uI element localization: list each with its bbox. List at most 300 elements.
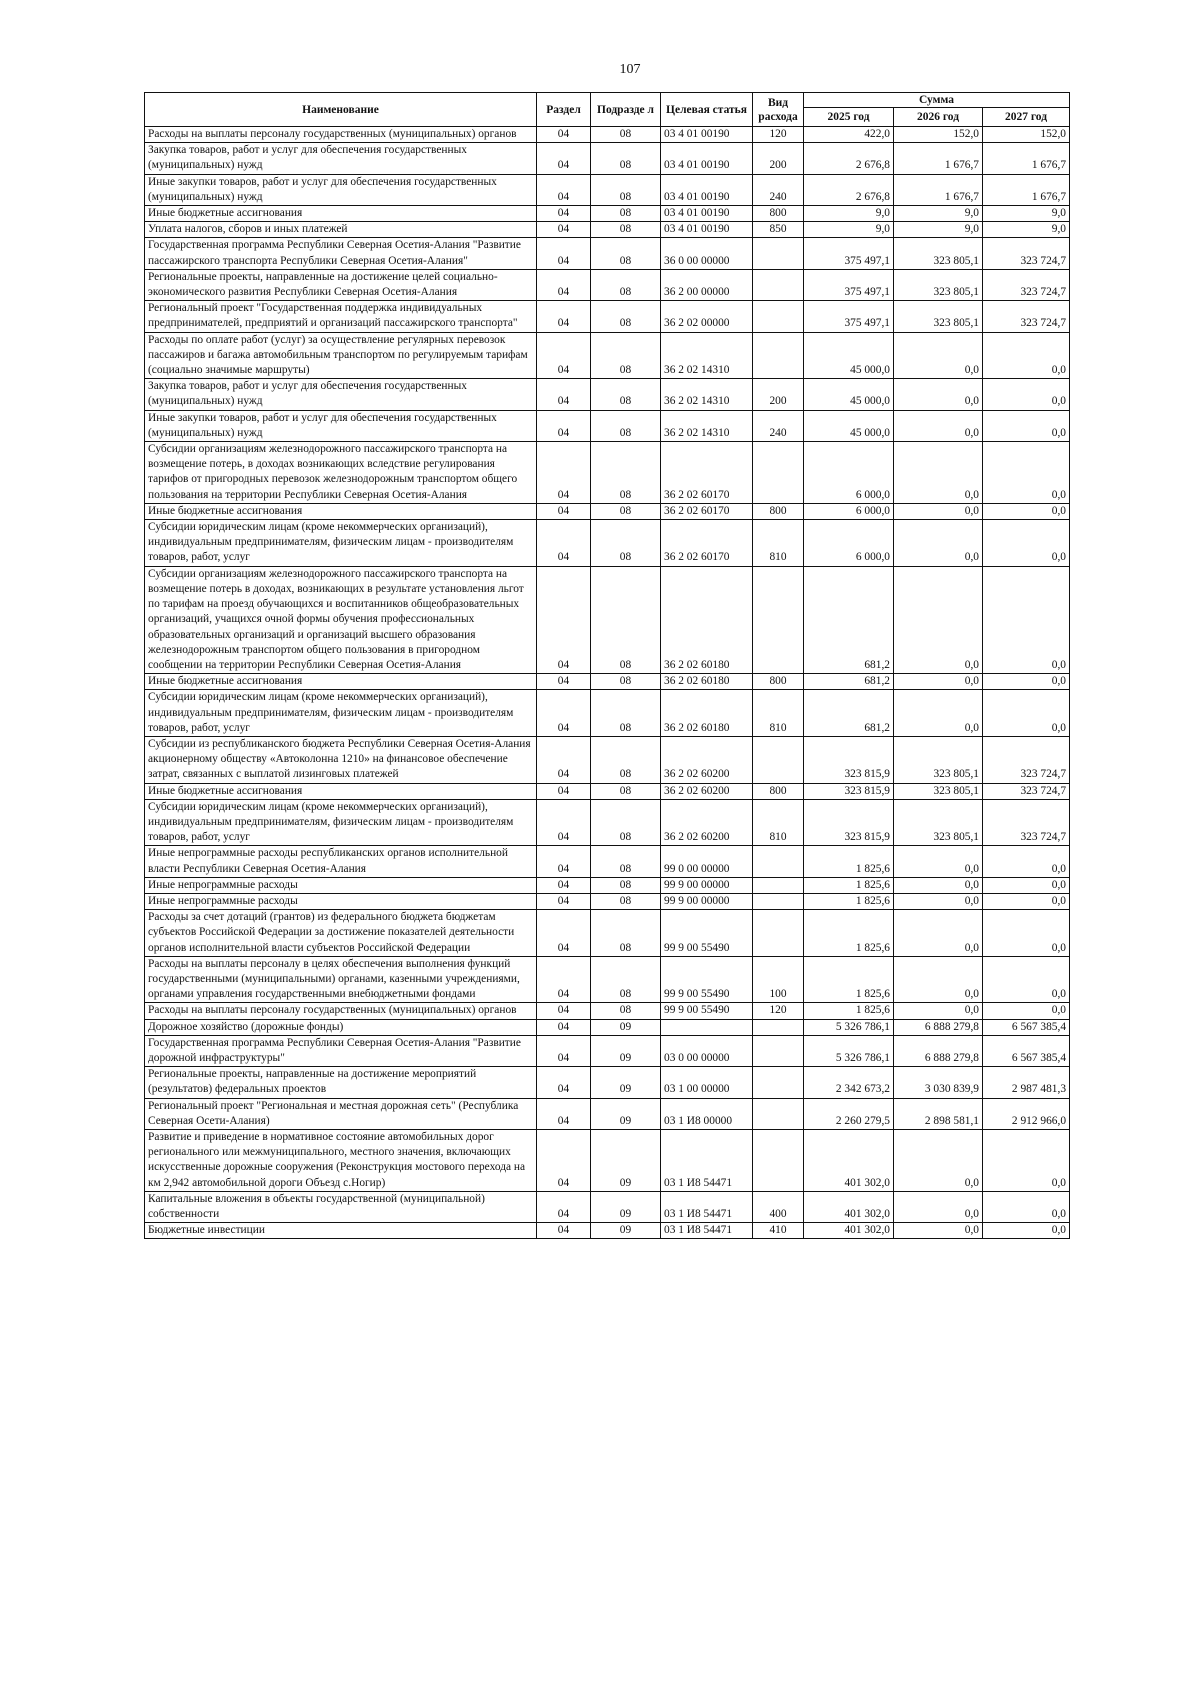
cell-sum-2025: 9,0 [804,206,894,222]
cell-sum-2026: 6 888 279,8 [894,1035,983,1066]
cell-subsection: 08 [591,222,661,238]
table-row [145,143,1070,174]
budget-table [144,92,1070,1239]
table-row [145,206,1070,222]
cell-section: 04 [537,1130,591,1192]
cell-target-article: 03 4 01 00190 [661,143,753,174]
cell-expense-type: 120 [753,127,804,143]
cell-section: 04 [537,910,591,957]
cell-sum-2026: 323 805,1 [894,301,983,332]
cell-subsection: 08 [591,379,661,410]
cell-sum-2025: 45 000,0 [804,410,894,441]
cell-sum-2027: 0,0 [983,379,1070,410]
cell-sum-2027: 9,0 [983,222,1070,238]
cell-sum-2026: 0,0 [894,893,983,909]
cell-expense-type: 810 [753,799,804,846]
col-header-2025: 2025 год [804,108,894,127]
cell-name: Иные бюджетные ассигнования [145,206,537,222]
cell-sum-2026: 0,0 [894,379,983,410]
cell-target-article: 03 1 00 00000 [661,1067,753,1098]
table-row [145,379,1070,410]
cell-sum-2025: 375 497,1 [804,301,894,332]
cell-section: 04 [537,1191,591,1222]
cell-sum-2025: 1 825,6 [804,893,894,909]
cell-name: Дорожное хозяйство (дорожные фонды) [145,1019,537,1035]
cell-sum-2026: 0,0 [894,910,983,957]
cell-subsection: 09 [591,1191,661,1222]
cell-sum-2027: 0,0 [983,1003,1070,1019]
cell-sum-2026: 323 805,1 [894,238,983,269]
cell-name: Расходы на выплаты персоналу государственных (муниципальных) органов [145,1003,537,1019]
cell-name: Региональные проекты, направленные на достижение целей социально-экономического развития Республики Северная Осетия-Алания [145,269,537,300]
cell-sum-2025: 5 326 786,1 [804,1019,894,1035]
cell-sum-2025: 375 497,1 [804,269,894,300]
cell-subsection: 09 [591,1098,661,1129]
cell-name: Иные непрограммные расходы [145,877,537,893]
cell-expense-type [753,846,804,877]
cell-sum-2027: 0,0 [983,520,1070,567]
cell-subsection: 08 [591,442,661,504]
table-row [145,442,1070,504]
cell-name: Иные закупки товаров, работ и услуг для обеспечения государственных (муниципальных) нужд [145,174,537,205]
cell-sum-2027: 0,0 [983,1223,1070,1239]
cell-sum-2026: 0,0 [894,690,983,737]
cell-sum-2027: 1 676,7 [983,143,1070,174]
cell-section: 04 [537,736,591,783]
cell-section: 04 [537,1223,591,1239]
cell-section: 04 [537,222,591,238]
cell-sum-2025: 401 302,0 [804,1223,894,1239]
table-row [145,1098,1070,1129]
table-body [145,127,1070,1239]
cell-section: 04 [537,783,591,799]
cell-sum-2027: 0,0 [983,893,1070,909]
table-row [145,410,1070,441]
cell-sum-2027: 0,0 [983,410,1070,441]
cell-section: 04 [537,174,591,205]
cell-sum-2026: 0,0 [894,956,983,1003]
cell-target-article: 03 4 01 00190 [661,222,753,238]
cell-section: 04 [537,690,591,737]
cell-subsection: 08 [591,893,661,909]
cell-sum-2027: 323 724,7 [983,238,1070,269]
cell-target-article: 99 9 00 00000 [661,893,753,909]
table-row [145,846,1070,877]
cell-sum-2025: 1 825,6 [804,1003,894,1019]
table-row [145,893,1070,909]
cell-expense-type [753,566,804,673]
table-row [145,674,1070,690]
cell-section: 04 [537,877,591,893]
cell-name: Уплата налогов, сборов и иных платежей [145,222,537,238]
cell-section: 04 [537,520,591,567]
cell-name: Иные бюджетные ассигнования [145,503,537,519]
cell-subsection: 08 [591,674,661,690]
cell-expense-type: 400 [753,1191,804,1222]
cell-target-article: 36 2 02 60170 [661,442,753,504]
cell-target-article: 36 2 02 14310 [661,379,753,410]
cell-name: Государственная программа Республики Северная Осетия-Алания "Развитие пассажирского транспорта Республики Северная Осетия-Алания" [145,238,537,269]
table-row [145,1130,1070,1192]
cell-name: Субсидии организациям железнодорожного пассажирского транспорта на возмещение потерь в доходах, возникающих в результате установления льгот по тарифам на проезд обучающихся и воспитанников общеобразовательных организаций, учащихся очной формы обучения профессиональных образовательных организаций и организаций высшего образования железнодорожным транспортом общего пользования в пригородном сообщении на территории Республики Северная Осетия-Алания [145,566,537,673]
col-header-target-article: Целевая статья [661,93,753,127]
cell-name: Региональный проект "Государственная поддержка индивидуальных предпринимателей, предприятий и организаций пассажирского транспорта" [145,301,537,332]
cell-subsection: 08 [591,410,661,441]
cell-section: 04 [537,206,591,222]
cell-sum-2027: 323 724,7 [983,269,1070,300]
cell-expense-type: 810 [753,520,804,567]
cell-name: Закупка товаров, работ и услуг для обеспечения государственных (муниципальных) нужд [145,379,537,410]
cell-sum-2026: 1 676,7 [894,174,983,205]
cell-sum-2026: 0,0 [894,877,983,893]
cell-expense-type [753,1067,804,1098]
cell-sum-2025: 323 815,9 [804,799,894,846]
cell-sum-2027: 0,0 [983,846,1070,877]
cell-expense-type [753,893,804,909]
cell-sum-2026: 0,0 [894,442,983,504]
cell-name: Субсидии юридическим лицам (кроме некоммерческих организаций), индивидуальным предпринимателям, физическим лицам - производителям товаров, работ, услуг [145,520,537,567]
cell-name: Субсидии юридическим лицам (кроме некоммерческих организаций), индивидуальным предпринимателям, физическим лицам - производителям товаров, работ, услуг [145,690,537,737]
cell-sum-2025: 681,2 [804,674,894,690]
cell-section: 04 [537,1035,591,1066]
cell-sum-2026: 0,0 [894,1003,983,1019]
cell-expense-type [753,1035,804,1066]
cell-name: Государственная программа Республики Северная Осетия-Алания "Развитие дорожной инфраструктуры" [145,1035,537,1066]
cell-sum-2025: 1 825,6 [804,910,894,957]
table-row [145,1223,1070,1239]
cell-target-article: 99 9 00 55490 [661,910,753,957]
cell-name: Расходы на выплаты персоналу государственных (муниципальных) органов [145,127,537,143]
cell-subsection: 09 [591,1130,661,1192]
cell-sum-2025: 1 825,6 [804,956,894,1003]
cell-sum-2026: 2 898 581,1 [894,1098,983,1129]
cell-subsection: 08 [591,332,661,379]
cell-sum-2026: 3 030 839,9 [894,1067,983,1098]
table-header [145,93,1070,127]
cell-sum-2025: 1 825,6 [804,846,894,877]
cell-section: 04 [537,846,591,877]
cell-sum-2026: 1 676,7 [894,143,983,174]
cell-target-article: 03 1 И8 54471 [661,1191,753,1222]
cell-sum-2025: 2 676,8 [804,174,894,205]
cell-expense-type: 810 [753,690,804,737]
cell-expense-type: 800 [753,503,804,519]
cell-sum-2026: 6 888 279,8 [894,1019,983,1035]
cell-sum-2025: 1 825,6 [804,877,894,893]
cell-sum-2026: 0,0 [894,566,983,673]
cell-sum-2025: 5 326 786,1 [804,1035,894,1066]
col-header-name: Наименование [145,93,537,127]
cell-sum-2027: 0,0 [983,674,1070,690]
cell-subsection: 09 [591,1067,661,1098]
cell-subsection: 08 [591,736,661,783]
cell-section: 04 [537,238,591,269]
cell-sum-2027: 0,0 [983,1191,1070,1222]
cell-sum-2026: 0,0 [894,1223,983,1239]
cell-sum-2027: 0,0 [983,566,1070,673]
cell-sum-2026: 9,0 [894,222,983,238]
table-row [145,956,1070,1003]
cell-target-article: 99 9 00 55490 [661,956,753,1003]
cell-section: 04 [537,332,591,379]
cell-expense-type: 200 [753,379,804,410]
cell-section: 04 [537,269,591,300]
cell-name: Иные непрограммные расходы [145,893,537,909]
cell-name: Расходы на выплаты персоналу в целях обеспечения выполнения функций государственными (муниципальными) органами, казенными учреждениями, органами управления государственными внебюджетными фондами [145,956,537,1003]
cell-target-article: 36 2 02 60170 [661,503,753,519]
cell-section: 04 [537,301,591,332]
cell-name: Расходы за счет дотаций (грантов) из федерального бюджета бюджетам субъектов Российской Федерации за достижение показателей деятельности органов исполнительной власти субъектов Российской Федерации [145,910,537,957]
cell-target-article: 36 2 02 00000 [661,301,753,332]
table-row [145,269,1070,300]
cell-sum-2027: 323 724,7 [983,799,1070,846]
cell-sum-2025: 323 815,9 [804,783,894,799]
table-row [145,1019,1070,1035]
cell-section: 04 [537,1067,591,1098]
table-row [145,520,1070,567]
cell-subsection: 08 [591,846,661,877]
table-row [145,503,1070,519]
cell-section: 04 [537,410,591,441]
cell-sum-2026: 323 805,1 [894,799,983,846]
table-row [145,1067,1070,1098]
cell-target-article: 36 0 00 00000 [661,238,753,269]
table-row [145,1035,1070,1066]
cell-name: Иные бюджетные ассигнования [145,783,537,799]
table-row [145,174,1070,205]
cell-section: 04 [537,674,591,690]
table-row [145,877,1070,893]
cell-subsection: 08 [591,910,661,957]
cell-subsection: 08 [591,1003,661,1019]
cell-sum-2027: 9,0 [983,206,1070,222]
cell-sum-2026: 0,0 [894,1130,983,1192]
cell-section: 04 [537,799,591,846]
cell-section: 04 [537,143,591,174]
table-row [145,736,1070,783]
cell-subsection: 08 [591,566,661,673]
cell-sum-2027: 0,0 [983,910,1070,957]
table-row [145,238,1070,269]
cell-name: Капитальные вложения в объекты государственной (муниципальной) собственности [145,1191,537,1222]
cell-sum-2025: 45 000,0 [804,332,894,379]
cell-expense-type [753,332,804,379]
cell-sum-2027: 2 912 966,0 [983,1098,1070,1129]
cell-expense-type [753,1130,804,1192]
cell-section: 04 [537,1003,591,1019]
cell-subsection: 08 [591,174,661,205]
cell-name: Субсидии юридическим лицам (кроме некоммерческих организаций), индивидуальным предпринимателям, физическим лицам - производителям товаров, работ, услуг [145,799,537,846]
cell-sum-2025: 681,2 [804,566,894,673]
cell-sum-2027: 0,0 [983,332,1070,379]
cell-target-article: 36 2 02 60180 [661,674,753,690]
cell-name: Расходы по оплате работ (услуг) за осуществление регулярных перевозок пассажиров и багажа автомобильным транспортом по регулируемым тарифам (социально значимые маршруты) [145,332,537,379]
cell-section: 04 [537,893,591,909]
cell-sum-2026: 0,0 [894,674,983,690]
col-header-2026: 2026 год [894,108,983,127]
cell-target-article: 36 2 02 60170 [661,520,753,567]
cell-expense-type [753,238,804,269]
cell-sum-2025: 6 000,0 [804,442,894,504]
cell-subsection: 09 [591,1035,661,1066]
cell-sum-2026: 0,0 [894,846,983,877]
cell-name: Развитие и приведение в нормативное состояние автомобильных дорог регионального или межмуниципального, местного значения, включающих искусственные дорожные сооружения (Реконструкция мостового перехода на км 2,942 автомобильной дороги Объезд с.Ногир) [145,1130,537,1192]
col-header-2027: 2027 год [983,108,1070,127]
cell-target-article: 36 2 02 60180 [661,690,753,737]
cell-sum-2025: 2 342 673,2 [804,1067,894,1098]
col-header-section: Раздел [537,93,591,127]
table-row [145,690,1070,737]
cell-subsection: 08 [591,238,661,269]
col-header-sum: Сумма [804,93,1070,108]
cell-section: 04 [537,442,591,504]
cell-target-article: 36 2 02 60200 [661,783,753,799]
cell-sum-2025: 401 302,0 [804,1191,894,1222]
cell-target-article: 03 0 00 00000 [661,1035,753,1066]
cell-target-article: 03 1 И8 54471 [661,1223,753,1239]
cell-sum-2026: 0,0 [894,503,983,519]
cell-expense-type [753,301,804,332]
cell-section: 04 [537,503,591,519]
cell-target-article: 03 4 01 00190 [661,127,753,143]
cell-subsection: 08 [591,783,661,799]
cell-name: Иные непрограммные расходы республиканских органов исполнительной власти Республики Северная Осетия-Алания [145,846,537,877]
table-row [145,783,1070,799]
cell-expense-type [753,1098,804,1129]
cell-subsection: 08 [591,799,661,846]
cell-expense-type [753,1019,804,1035]
cell-sum-2027: 6 567 385,4 [983,1019,1070,1035]
cell-section: 04 [537,1019,591,1035]
cell-name: Субсидии организациям железнодорожного пассажирского транспорта на возмещение потерь, в доходах возникающих вследствие регулирования тарифов от пригородных перевозок железнодорожным транспортом общего пользования на территории Республики Северная Осетия-Алания [145,442,537,504]
table-row [145,1191,1070,1222]
cell-sum-2026: 323 805,1 [894,783,983,799]
cell-expense-type [753,910,804,957]
cell-expense-type: 240 [753,410,804,441]
cell-target-article: 36 2 02 60200 [661,799,753,846]
cell-section: 04 [537,127,591,143]
cell-sum-2025: 6 000,0 [804,520,894,567]
cell-sum-2026: 152,0 [894,127,983,143]
cell-target-article: 36 2 00 00000 [661,269,753,300]
cell-sum-2025: 2 676,8 [804,143,894,174]
cell-name: Региональные проекты, направленные на достижение мероприятий (результатов) федеральных проектов [145,1067,537,1098]
cell-target-article: 99 9 00 55490 [661,1003,753,1019]
cell-target-article: 36 2 02 14310 [661,410,753,441]
cell-target-article: 36 2 02 60200 [661,736,753,783]
cell-sum-2027: 0,0 [983,442,1070,504]
cell-subsection: 08 [591,206,661,222]
cell-sum-2027: 0,0 [983,690,1070,737]
cell-target-article: 03 1 И8 54471 [661,1130,753,1192]
cell-expense-type: 120 [753,1003,804,1019]
cell-sum-2026: 0,0 [894,1191,983,1222]
table-row [145,910,1070,957]
cell-subsection: 09 [591,1223,661,1239]
cell-name: Региональный проект "Региональная и местная дорожная сеть" (Республика Северная Осети-Алания) [145,1098,537,1129]
cell-section: 04 [537,956,591,1003]
cell-expense-type: 800 [753,674,804,690]
cell-sum-2027: 0,0 [983,1130,1070,1192]
table-row [145,566,1070,673]
table-row [145,332,1070,379]
cell-name: Иные закупки товаров, работ и услуг для обеспечения государственных (муниципальных) нужд [145,410,537,441]
cell-target-article: 03 1 И8 00000 [661,1098,753,1129]
cell-target-article: 99 9 00 00000 [661,877,753,893]
cell-sum-2027: 0,0 [983,956,1070,1003]
cell-sum-2027: 323 724,7 [983,783,1070,799]
cell-sum-2025: 375 497,1 [804,238,894,269]
cell-expense-type: 800 [753,206,804,222]
cell-target-article: 03 4 01 00190 [661,206,753,222]
cell-sum-2025: 9,0 [804,222,894,238]
cell-expense-type: 200 [753,143,804,174]
cell-subsection: 08 [591,956,661,1003]
cell-section: 04 [537,379,591,410]
cell-sum-2027: 323 724,7 [983,736,1070,783]
cell-subsection: 09 [591,1019,661,1035]
cell-target-article: 03 4 01 00190 [661,174,753,205]
cell-name: Иные бюджетные ассигнования [145,674,537,690]
cell-sum-2025: 401 302,0 [804,1130,894,1192]
table-row [145,301,1070,332]
cell-expense-type [753,736,804,783]
cell-subsection: 08 [591,301,661,332]
cell-sum-2027: 152,0 [983,127,1070,143]
cell-subsection: 08 [591,877,661,893]
cell-target-article: 99 0 00 00000 [661,846,753,877]
cell-expense-type [753,269,804,300]
cell-sum-2025: 2 260 279,5 [804,1098,894,1129]
cell-section: 04 [537,1098,591,1129]
cell-sum-2027: 6 567 385,4 [983,1035,1070,1066]
cell-sum-2027: 2 987 481,3 [983,1067,1070,1098]
table-row [145,222,1070,238]
cell-sum-2027: 323 724,7 [983,301,1070,332]
cell-sum-2026: 0,0 [894,410,983,441]
cell-sum-2025: 323 815,9 [804,736,894,783]
page-number: 107 [619,62,641,77]
cell-target-article: 36 2 02 60180 [661,566,753,673]
cell-target-article: 36 2 02 14310 [661,332,753,379]
col-header-subsection: Подразде л [591,93,661,127]
cell-subsection: 08 [591,269,661,300]
cell-sum-2025: 422,0 [804,127,894,143]
cell-expense-type: 800 [753,783,804,799]
cell-sum-2026: 323 805,1 [894,736,983,783]
cell-sum-2025: 6 000,0 [804,503,894,519]
cell-expense-type: 100 [753,956,804,1003]
cell-sum-2025: 45 000,0 [804,379,894,410]
cell-expense-type [753,442,804,504]
table-row [145,127,1070,143]
cell-subsection: 08 [591,143,661,174]
cell-sum-2025: 681,2 [804,690,894,737]
cell-subsection: 08 [591,127,661,143]
cell-expense-type: 850 [753,222,804,238]
cell-sum-2026: 9,0 [894,206,983,222]
cell-sum-2026: 0,0 [894,520,983,567]
cell-subsection: 08 [591,690,661,737]
cell-name: Субсидии из республиканского бюджета Республики Северная Осетия-Алания акционерному обществу «Автоколонна 1210» на финансовое обеспечение затрат, связанных с выплатой лизинговых платежей [145,736,537,783]
cell-sum-2026: 0,0 [894,332,983,379]
cell-sum-2026: 323 805,1 [894,269,983,300]
cell-target-article [661,1019,753,1035]
cell-expense-type: 410 [753,1223,804,1239]
cell-sum-2027: 1 676,7 [983,174,1070,205]
table-row [145,1003,1070,1019]
cell-subsection: 08 [591,503,661,519]
